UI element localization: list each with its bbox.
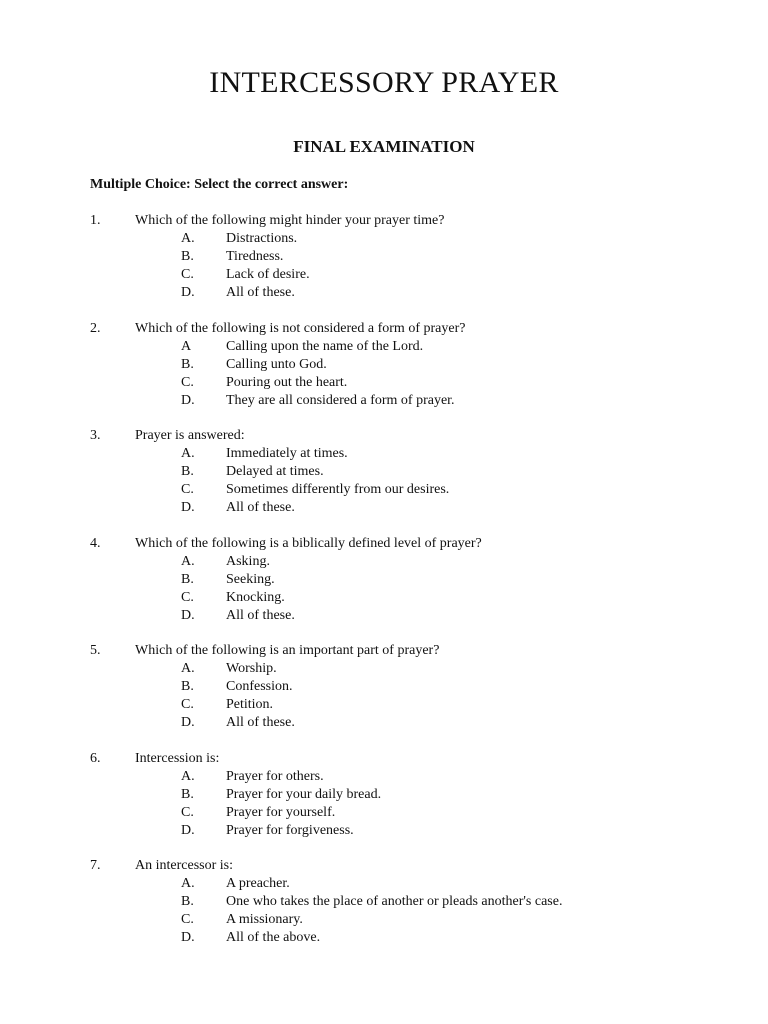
question-text: Which of the following might hinder your prayer time? xyxy=(135,213,445,228)
option-text: Prayer for your daily bread. xyxy=(226,786,382,802)
option-letter: A. xyxy=(181,231,195,246)
answer-option xyxy=(90,875,730,893)
answer-option xyxy=(90,230,730,248)
option-letter: D. xyxy=(181,607,195,623)
answer-option xyxy=(90,911,730,929)
question-2 xyxy=(90,320,730,410)
answer-option xyxy=(90,553,730,571)
option-letter: C. xyxy=(181,374,194,390)
document-title: INTERCESSORY PRAYER xyxy=(209,66,559,99)
option-letter: C. xyxy=(181,267,194,282)
option-text: Immediately at times. xyxy=(226,446,348,461)
answer-option xyxy=(90,768,730,786)
option-letter: D. xyxy=(181,715,195,730)
option-letter: A. xyxy=(181,876,195,891)
option-text: Distractions. xyxy=(226,231,298,246)
option-text: Prayer for forgiveness. xyxy=(226,822,354,838)
answer-option xyxy=(90,338,730,356)
option-letter: C. xyxy=(181,804,194,820)
question-stem xyxy=(90,750,730,768)
option-letter: A. xyxy=(181,768,195,784)
option-text: Prayer for others. xyxy=(226,768,324,784)
option-text: Knocking. xyxy=(226,589,285,605)
option-text: Tiredness. xyxy=(226,249,284,264)
question-number: 5. xyxy=(90,643,101,658)
option-letter: D. xyxy=(181,500,195,515)
option-text: All of these. xyxy=(226,607,295,623)
question-text: Which of the following is not considered a form of prayer? xyxy=(135,320,466,336)
question-5 xyxy=(90,642,730,732)
option-letter: B. xyxy=(181,894,194,909)
option-text: Lack of desire. xyxy=(226,267,310,282)
question-7 xyxy=(90,857,730,947)
question-number: 4. xyxy=(90,535,101,551)
answer-option xyxy=(90,481,730,499)
answer-option xyxy=(90,804,730,822)
answer-option xyxy=(90,445,730,463)
answer-option xyxy=(90,374,730,392)
option-letter: B. xyxy=(181,249,194,264)
answer-option xyxy=(90,499,730,517)
question-6 xyxy=(90,750,730,840)
answer-option xyxy=(90,392,730,410)
option-text: Petition. xyxy=(226,697,274,712)
question-stem xyxy=(90,857,730,875)
option-letter: D. xyxy=(181,392,195,408)
answer-option xyxy=(90,284,730,302)
option-letter: D. xyxy=(181,285,195,300)
option-letter: C. xyxy=(181,482,194,497)
question-number: 1. xyxy=(90,213,101,228)
answer-option xyxy=(90,822,730,840)
exam-subtitle: FINAL EXAMINATION xyxy=(293,137,475,156)
option-letter: A. xyxy=(181,446,195,461)
answer-option xyxy=(90,356,730,374)
option-letter: D. xyxy=(181,930,195,945)
option-letter: B. xyxy=(181,571,194,587)
option-text: Pouring out the heart. xyxy=(226,374,348,390)
option-letter: C. xyxy=(181,589,194,605)
option-text: Asking. xyxy=(226,553,270,569)
question-1 xyxy=(90,212,730,302)
answer-option xyxy=(90,463,730,481)
option-letter: A xyxy=(181,338,192,354)
option-text: A preacher. xyxy=(226,876,290,891)
answer-option xyxy=(90,660,730,678)
answer-option xyxy=(90,248,730,266)
question-text: An intercessor is: xyxy=(135,858,233,873)
answer-option xyxy=(90,571,730,589)
option-text: Confession. xyxy=(226,679,293,694)
question-stem xyxy=(90,642,730,660)
option-letter: A. xyxy=(181,661,195,676)
option-text: All of these. xyxy=(226,500,295,515)
question-number: 3. xyxy=(90,428,101,443)
option-letter: C. xyxy=(181,912,194,927)
instructions: Multiple Choice: Select the correct answer: xyxy=(90,177,349,192)
option-letter: B. xyxy=(181,356,194,372)
option-letter: B. xyxy=(181,786,194,802)
question-number: 7. xyxy=(90,858,101,873)
option-letter: C. xyxy=(181,697,194,712)
question-text: Which of the following is a biblically defined level of prayer? xyxy=(135,535,482,551)
answer-option xyxy=(90,786,730,804)
option-text: Worship. xyxy=(226,661,277,676)
answer-option xyxy=(90,929,730,947)
option-letter: D. xyxy=(181,822,195,838)
answer-option xyxy=(90,607,730,625)
option-letter: A. xyxy=(181,553,195,569)
option-text: A missionary. xyxy=(226,912,303,927)
question-3 xyxy=(90,427,730,517)
option-text: All of these. xyxy=(226,715,295,730)
option-text: Prayer for yourself. xyxy=(226,804,336,820)
question-text: Prayer is answered: xyxy=(135,428,245,443)
question-stem xyxy=(90,320,730,338)
answer-option xyxy=(90,893,730,911)
option-text: Sometimes differently from our desires. xyxy=(226,482,450,497)
question-list xyxy=(90,212,730,965)
option-text: One who takes the place of another or pleads another's case. xyxy=(226,894,563,909)
question-4 xyxy=(90,535,730,625)
option-text: They are all considered a form of prayer. xyxy=(226,392,455,408)
option-letter: B. xyxy=(181,679,194,694)
question-stem xyxy=(90,212,730,230)
question-number: 2. xyxy=(90,320,101,336)
question-number: 6. xyxy=(90,750,101,766)
question-stem xyxy=(90,535,730,553)
option-text: All of these. xyxy=(226,285,295,300)
answer-option xyxy=(90,714,730,732)
answer-option xyxy=(90,678,730,696)
answer-option xyxy=(90,589,730,607)
option-text: Calling unto God. xyxy=(226,356,327,372)
question-stem xyxy=(90,427,730,445)
option-text: Calling upon the name of the Lord. xyxy=(226,338,424,354)
option-text: Delayed at times. xyxy=(226,464,324,479)
answer-option xyxy=(90,266,730,284)
question-text: Which of the following is an important part of prayer? xyxy=(135,643,440,658)
answer-option xyxy=(90,696,730,714)
question-text: Intercession is: xyxy=(135,750,220,766)
option-text: Seeking. xyxy=(226,571,275,587)
option-text: All of the above. xyxy=(226,930,321,945)
option-letter: B. xyxy=(181,464,194,479)
